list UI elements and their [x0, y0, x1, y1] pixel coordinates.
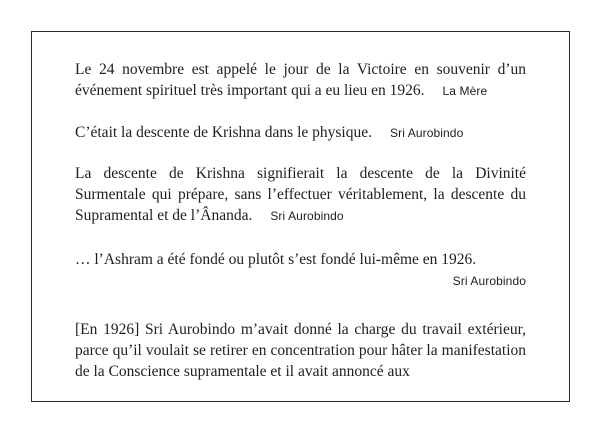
quote-author-3: Sri Aurobindo [270, 209, 344, 223]
quote-text-3: La descente de Krishna signifierait la descente de la Divinité Surmentale qui prépare, sans l’effectuer véritablement, la descente du Supramental et de l’Ânanda. [75, 165, 526, 224]
quote-paragraph-5 [75, 319, 526, 382]
quote-text-5: [En 1926] Sri Aurobindo m’avait donné la charge du travail extérieur, parce qu’il voulait se retirer en concentration pour hâter la manifestation de la Conscience supramentale et il avait annoncé aux [75, 321, 526, 380]
quote-paragraph-4 [75, 249, 526, 292]
quote-text-1: Le 24 novembre est appelé le jour de la Victoire en souvenir d’un événement spirituel très important qui a eu lieu en 1926. [75, 61, 526, 99]
quote-text-4: … l’Ashram a été fondé ou plutôt s’est fondé lui-même en 1926. [75, 251, 477, 268]
quote-paragraph-2 [75, 122, 526, 144]
quote-paragraph-3 [75, 163, 526, 227]
quote-author-4: Sri Aurobindo [452, 274, 526, 288]
quote-author-2: Sri Aurobindo [390, 126, 464, 140]
quote-text-2: C’était la descente de Krishna dans le physique. [75, 124, 372, 141]
quote-paragraph-1 [75, 59, 526, 102]
quote-author-1: La Mère [442, 84, 488, 98]
